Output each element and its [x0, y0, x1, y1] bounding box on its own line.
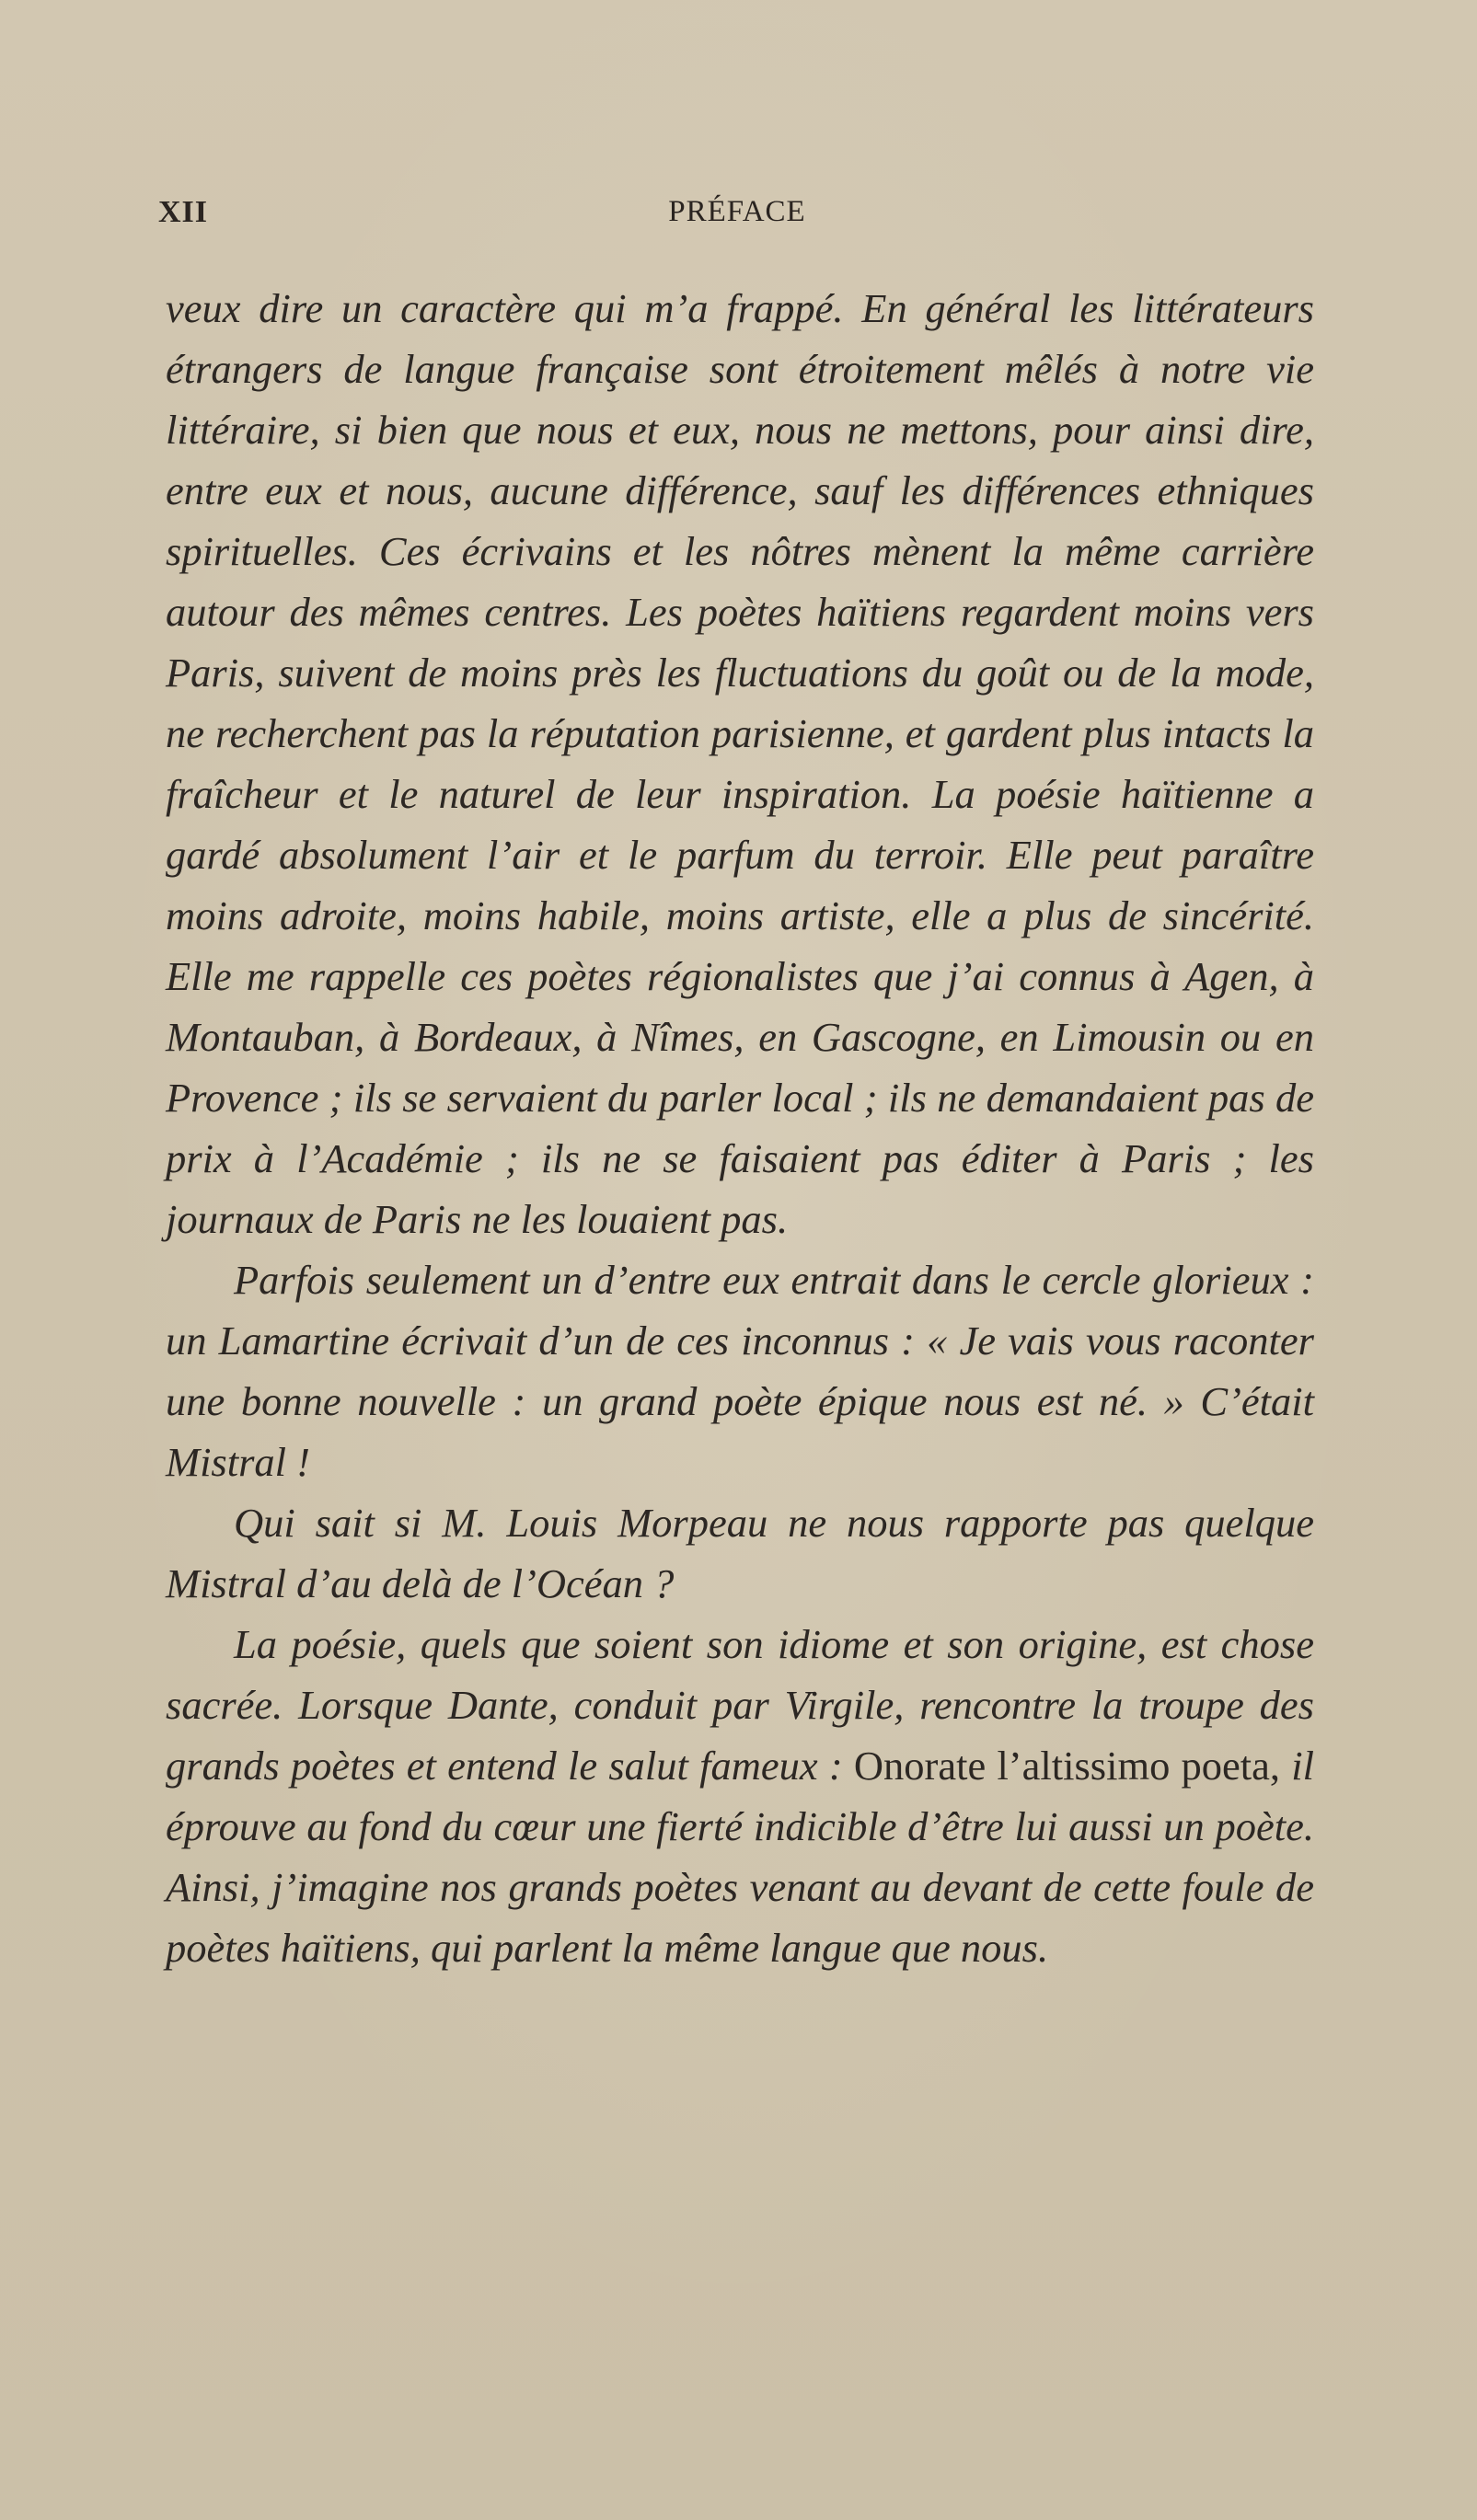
page-number: XII	[158, 195, 209, 229]
italian-quotation: Onorate l’altissimo poeta,	[853, 1743, 1281, 1789]
paragraph-text: il éprouve au fond du cœur une fierté indicible d’être lui aussi un poète. Ainsi, j’imagine nos grands poètes venant au devant de cette foule de poètes haïtiens, qui parlent la même langue que nous.	[166, 1743, 1315, 1971]
paragraph: Parfois seulement un d’entre eux entrait dans le cercle glorieux : un Lamartine écrivait d’un de ces inconnus : « Je vais vous raconter une bonne nouvelle : un grand poète épique nous est né. » C’était Mistral !	[166, 1257, 1314, 1485]
body-text	[166, 278, 1314, 1978]
running-head	[158, 195, 1316, 232]
running-title: PRÉFACE	[668, 195, 806, 228]
paragraph: Qui sait si M. Louis Morpeau ne nous rapporte pas quelque Mistral d’au delà de l’Océan ?	[166, 1500, 1314, 1606]
paragraph: veux dire un caractère qui m’a frappé. En général les littérateurs étrangers de langue française sont étroitement mêlés à notre vie littéraire, si bien que nous et eux, nous ne mettons, pour ainsi dire, entre eux et nous, aucune différence, sauf les différences ethniques spirituelles. Ces écrivains et les nôtres mènent la même carrière autour des mêmes centres. Les poètes haïtiens regardent moins vers Paris, suivent de moins près les fluctuations du goût ou de la mode, ne recherchent pas la réputation parisienne, et gardent plus intacts la fraîcheur et le naturel de leur inspiration. La poésie haïtienne a gardé absolument l’air et le parfum du terroir. Elle peut paraître moins adroite, moins habile, moins artiste, elle a plus de sincérité. Elle me rappelle ces poètes régionalistes que j’ai connus à Agen, à Montauban, à Bordeaux, à Nîmes, en Gascogne, en Limousin ou en Provence ; ils se servaient du parler local ; ils ne demandaient pas de prix à l’Académie ; ils ne se faisaient pas éditer à Paris ; les journaux de Paris ne les louaient pas.	[166, 285, 1314, 1242]
paragraph-text: La poésie, quels que soient son idiome et son origine, est chose sacrée. Lorsque Dante, conduit par Virgile, rencontre la troupe des grands poètes et entend le salut fameux :	[166, 1621, 1314, 1789]
paragraph	[166, 1614, 1314, 1978]
